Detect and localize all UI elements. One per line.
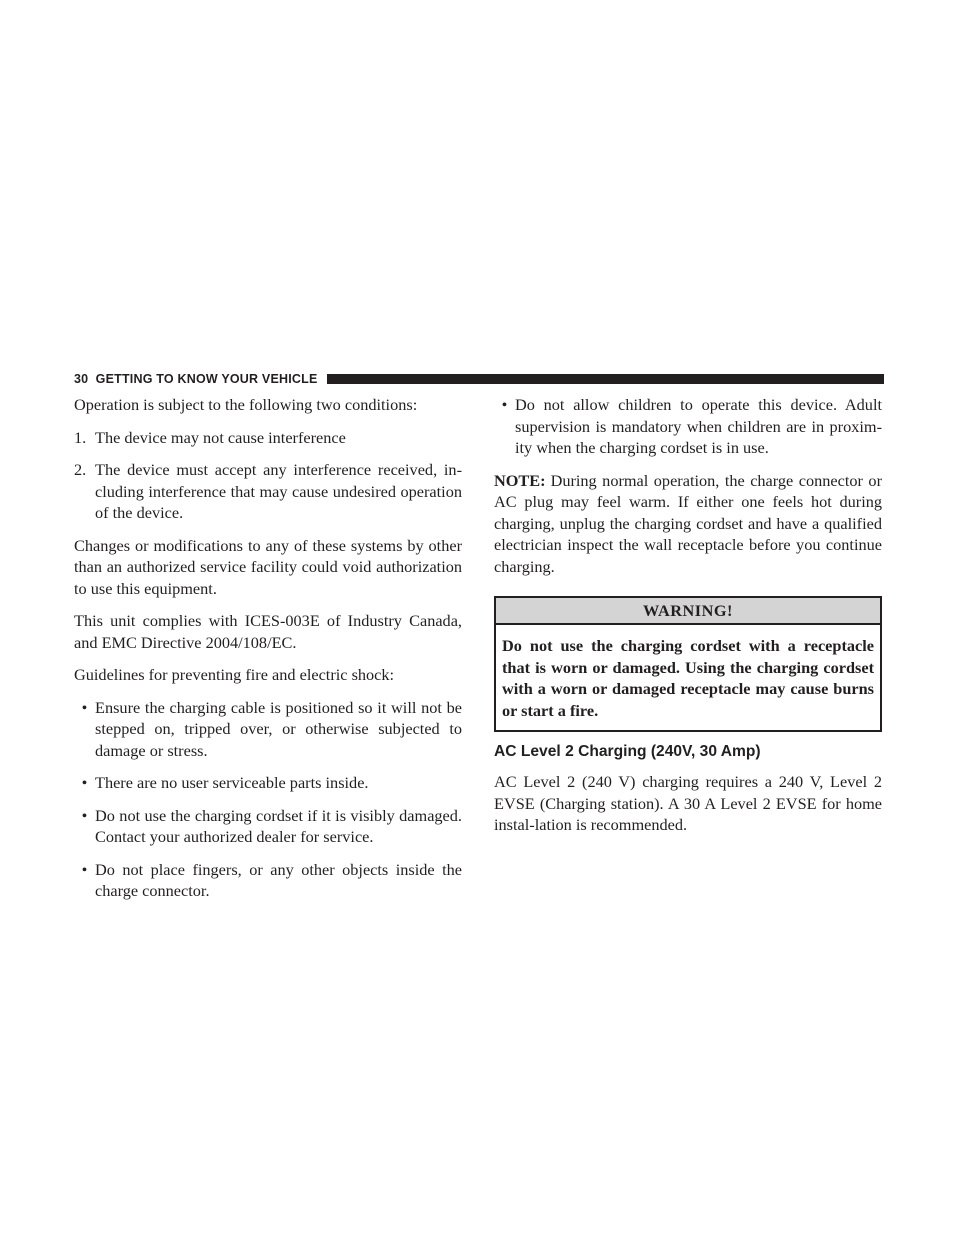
list-item-text: Ensure the charging cable is positioned so it will not be stepped on, tripped over, or otherwise subjected to damage or stress. [95, 697, 462, 760]
section-title: GETTING TO KNOW YOUR VEHICLE [95, 372, 318, 386]
bullet-glyph: • [81, 697, 88, 717]
list-item-text: Do not place fingers, or any other objects inside the charge connector. [95, 859, 462, 900]
warning-title: WARNING! [496, 598, 880, 625]
header-rule [327, 374, 884, 384]
page-header [74, 371, 884, 387]
bullet-glyph: • [81, 773, 88, 792]
note-text: During normal operation, the charge connector or AC plug may feel warm. If either one feels hot during charging, unplug the charging cordset and have a qualified electrician inspect the wall receptacle before you continue charging. [494, 470, 882, 576]
guidelines-intro: Guidelines for preventing fire and electric shock: [74, 665, 395, 684]
list-item-text: Do not use the charging cordset if it is visibly damaged. Contact your authorized dealer for service. [95, 805, 462, 846]
list-item [494, 394, 882, 459]
condition-text: The device must accept any interference received, in-cluding interference that may cause undesired operation of the device. [95, 460, 462, 522]
condition-text: The device may not cause interference [95, 427, 346, 447]
page-number: 30 [74, 372, 89, 386]
warning-box [494, 596, 882, 732]
page-header-text [74, 371, 318, 387]
list-item-text: Do not allow children to operate this device. Adult supervision is mandatory when children are in proxim-ity when the charging cordset is in use. [515, 395, 882, 457]
list-item [74, 697, 462, 762]
note-paragraph [494, 470, 882, 578]
modifications-paragraph: Changes or modifications to any of these systems by other than an authorized service facility could void authorization to use this equipment. [74, 535, 462, 598]
bullet-glyph: • [81, 859, 88, 879]
section-heading: AC Level 2 Charging (240V, 30 Amp) [494, 743, 761, 760]
condition-number: 2. [74, 460, 87, 479]
condition-number: 1. [74, 427, 87, 447]
warning-text: Do not use the charging cordset with a receptacle that is worn or damaged. Using the charging cordset with a worn or damaged receptacle may cause burns or start a fire. [502, 636, 874, 720]
bullet-glyph: • [81, 805, 88, 825]
conditions-intro: Operation is subject to the following two conditions: [74, 395, 418, 414]
right-column [494, 394, 882, 847]
guidelines-list-continued [494, 394, 882, 459]
level2-paragraph: AC Level 2 (240 V) charging requires a 240 V, Level 2 EVSE (Charging station). A 30 A Level 2 EVSE for home instal-lation is recommended. [494, 772, 882, 834]
list-item [74, 772, 462, 794]
note-label: NOTE: [494, 470, 546, 490]
list-item-text: There are no user serviceable parts inside. [95, 773, 369, 792]
condition-item [74, 459, 462, 524]
guidelines-list [74, 697, 462, 902]
left-column [74, 394, 462, 913]
condition-item [74, 427, 462, 449]
compliance-paragraph: This unit complies with ICES-003E of Industry Canada, and EMC Directive 2004/108/EC. [74, 611, 462, 652]
list-item [74, 805, 462, 848]
list-item [74, 859, 462, 902]
bullet-glyph: • [501, 395, 508, 414]
